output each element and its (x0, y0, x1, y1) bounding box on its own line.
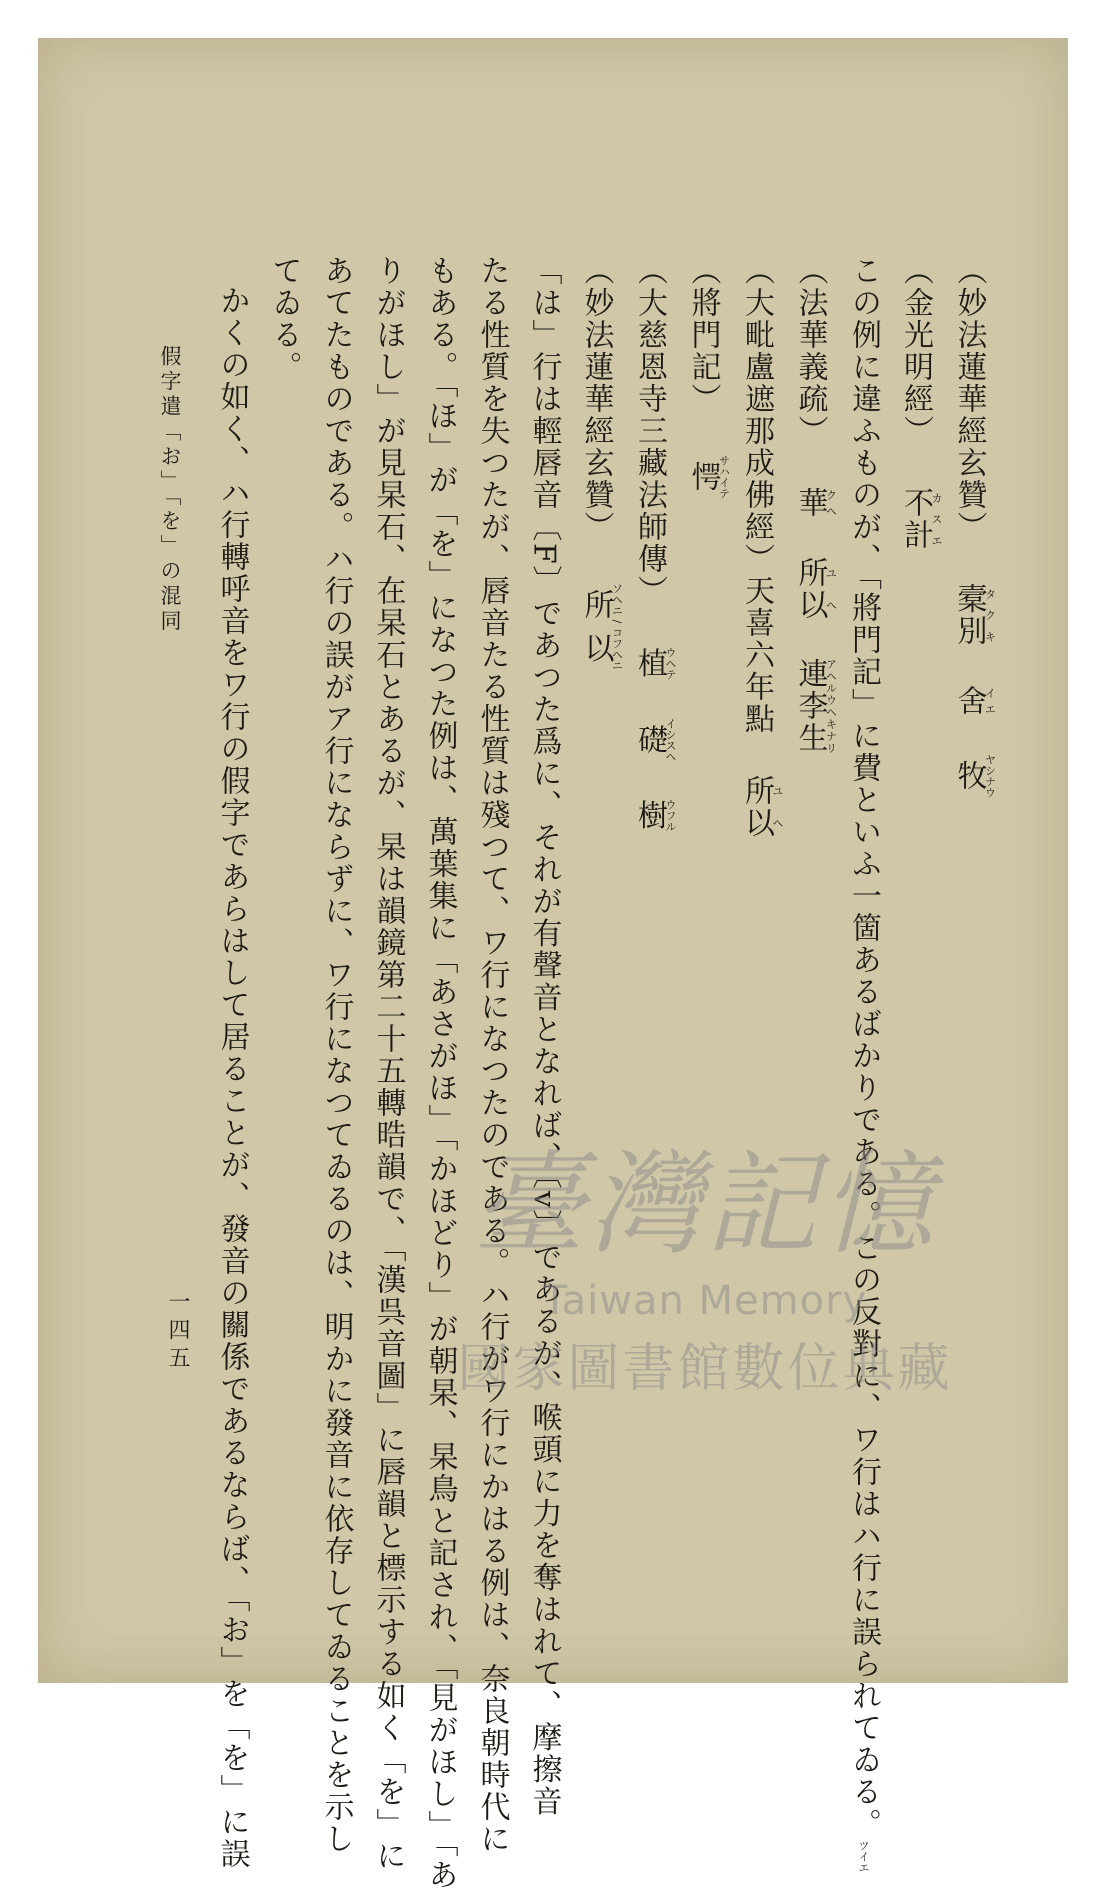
paragraph-line: たる性質を失つたが、唇音たる性質は殘つて、ワ行になつたのである。ハ行がワ行にかはる例は、奈良朝時代に (474, 255, 510, 1855)
example-word: 植ウヘテ (632, 647, 677, 680)
example-word: 牧ヤシナウ (951, 754, 997, 799)
paragraph-line: もある。「ほ」が「を」になつた例は、萬葉集に「あさがほ」「かほどり」が朝杲、杲鳥と記され、「見がほし」「あ (422, 255, 458, 1891)
example-word: 所以ソヘニ / コフヘニ (578, 583, 624, 671)
example-word: 連李生アヘルウヘキナリ (792, 658, 838, 755)
example-line-7 (623, 255, 677, 1505)
watermark-chinese: 臺灣記憶 (473, 1140, 937, 1270)
watermark-english: Taiwan Memory (542, 1278, 868, 1324)
example-source: （將門記） (685, 255, 721, 415)
paragraph-line: 「は」行は輕唇音〔F〕であつた爲に、それが有聲音となれば、〔v〕であるが、喉頭に力を奪はれて、摩擦音 (526, 255, 562, 1818)
example-word: 礎イシスヘ (632, 717, 677, 762)
paragraph-line: りがほし」が見杲石、在杲石とあるが、杲は韻鏡第二十五轉晧韻で、「漢呉音圖」に唇韻と標示する如く「を」に (370, 255, 406, 1872)
example-line-1 (943, 255, 997, 1505)
running-title: 假字遣「お」「を」の混同 (158, 345, 182, 635)
example-word: 所以ユヘ (739, 775, 784, 839)
text-line: この例に違ふものが、「將門記」に費といふ一箇あるばかりである。この反對に、ワ行はハ行に誤られてゐる。ツイエ (846, 255, 881, 1873)
watermark-library: 國家圖書館數位典藏 (457, 1339, 953, 1399)
example-source: （法華義疏） (792, 255, 828, 447)
paragraph-line: あてたものである。ハ行の誤がア行にならずに、ワ行になつてゐるのは、明かに發音に依存してゐることを示し (318, 255, 354, 1855)
example-word: 不計カスエ (898, 487, 943, 551)
example-word: 華クヘ (792, 487, 838, 519)
example-word: 愕サハイテ (685, 455, 731, 499)
paragraph-line: てゐる。 (266, 255, 302, 383)
example-line-2 (889, 255, 943, 1505)
example-source: （妙法蓮華經玄贊） (951, 255, 987, 543)
example-line-6 (677, 255, 731, 1505)
example-word: 所以ユヘ (792, 556, 838, 621)
example-line-8 (570, 255, 624, 1505)
furigana: ツイエ (857, 1840, 870, 1873)
example-word: 舍イエ (951, 684, 997, 717)
example-word: 槖別タクキ (951, 583, 997, 647)
example-source: （大慈恩寺三藏法師傳） (632, 255, 667, 607)
example-word: 樹ウフル (632, 799, 677, 833)
paragraph-line: かくの如く、ハ行轉呼音をワ行の假字であらはして居ることが、發音の關係であるならば、「お」を「を」に誤 (214, 285, 250, 1870)
main-text-column-block (206, 255, 997, 1891)
page-number: 一四五 (165, 1290, 190, 1374)
example-source: （大毗盧遮那成佛經）天喜六年點 (739, 255, 774, 735)
example-source: （金光明經） (898, 255, 933, 447)
example-source: （妙法蓮華經玄贊） (578, 255, 614, 543)
example-line-4 (784, 255, 838, 1505)
example-line-5 (730, 255, 784, 1505)
